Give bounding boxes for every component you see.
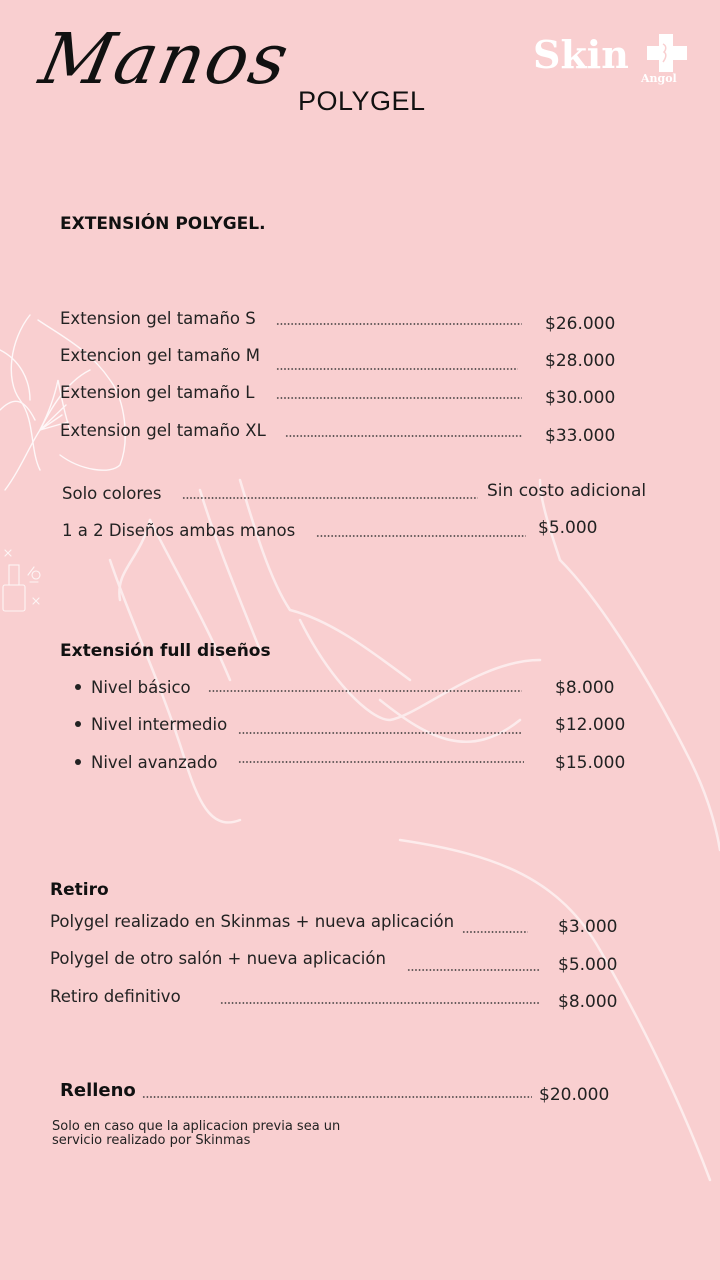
subtitle: POLYGEL — [298, 86, 426, 116]
hand-line-art — [110, 480, 720, 1180]
menu-item-price: $8.000 — [558, 992, 618, 1012]
bullet-icon — [75, 684, 81, 690]
dot-leader — [407, 969, 540, 971]
menu-item-label: Polygel de otro salón + nueva aplicación — [50, 949, 386, 968]
section-title-refill: Relleno — [60, 1080, 136, 1101]
section-title-removal: Retiro — [50, 880, 109, 900]
flower-line-art — [0, 315, 125, 490]
dot-leader — [316, 535, 526, 537]
menu-item-label: Retiro definitivo — [50, 987, 181, 1006]
dot-leader — [238, 732, 522, 734]
menu-item-price: $28.000 — [545, 351, 616, 371]
dot-leader — [462, 931, 528, 933]
menu-item-price: $3.000 — [558, 917, 618, 937]
refill-price: $20.000 — [539, 1085, 610, 1105]
dot-leader — [285, 435, 522, 437]
menu-item-price: $33.000 — [545, 426, 616, 446]
dot-leader — [276, 323, 522, 325]
logo-subtext: Angol — [641, 72, 677, 85]
menu-item-label: 1 a 2 Diseños ambas manos — [62, 521, 296, 540]
menu-item-price: $5.000 — [558, 955, 618, 975]
cross-with-face-icon — [645, 32, 689, 72]
menu-item-label: Extension gel tamaño L — [60, 383, 255, 402]
dot-leader — [208, 690, 522, 692]
menu-item-price: $26.000 — [545, 314, 616, 334]
dot-leader — [238, 761, 524, 763]
dot-leader — [182, 497, 478, 499]
dot-leader — [276, 368, 518, 370]
menu-item-price: $5.000 — [538, 518, 598, 538]
bullet-icon — [75, 759, 81, 765]
menu-item-price: $30.000 — [545, 388, 616, 408]
menu-item-price: $12.000 — [555, 715, 626, 735]
refill-note: Solo en caso que la aplicacion previa sea un servicio realizado por Skinmas — [52, 1119, 341, 1148]
section-title-extension: EXTENSIÓN POLYGEL. — [60, 214, 266, 234]
menu-item-label: Extencion gel tamaño M — [60, 346, 260, 365]
menu-item-label: Polygel realizado en Skinmas + nueva aplicación — [50, 912, 455, 931]
dot-leader — [276, 397, 522, 399]
menu-item-price: $15.000 — [555, 753, 626, 773]
menu-item-label: Nivel avanzado — [75, 753, 217, 772]
menu-item-label: Solo colores — [62, 484, 162, 503]
dot-leader — [220, 1002, 540, 1004]
menu-item-label: Nivel intermedio — [75, 715, 227, 734]
menu-item-price: Sin costo adicional — [487, 481, 647, 501]
bullet-icon — [75, 721, 81, 727]
menu-item-label: Extension gel tamaño XL — [60, 421, 266, 440]
section-title-full-designs: Extensión full diseños — [60, 641, 271, 661]
menu-item-label: Extension gel tamaño S — [60, 309, 256, 328]
menu-item-price: $8.000 — [555, 678, 615, 698]
perfume-bottle-line-art — [3, 550, 40, 611]
script-title: Manos — [33, 18, 298, 100]
brand-logo — [533, 32, 677, 85]
logo-wordmark: Skin — [533, 32, 629, 77]
dot-leader — [142, 1096, 532, 1098]
menu-item-label: Nivel básico — [75, 678, 191, 697]
